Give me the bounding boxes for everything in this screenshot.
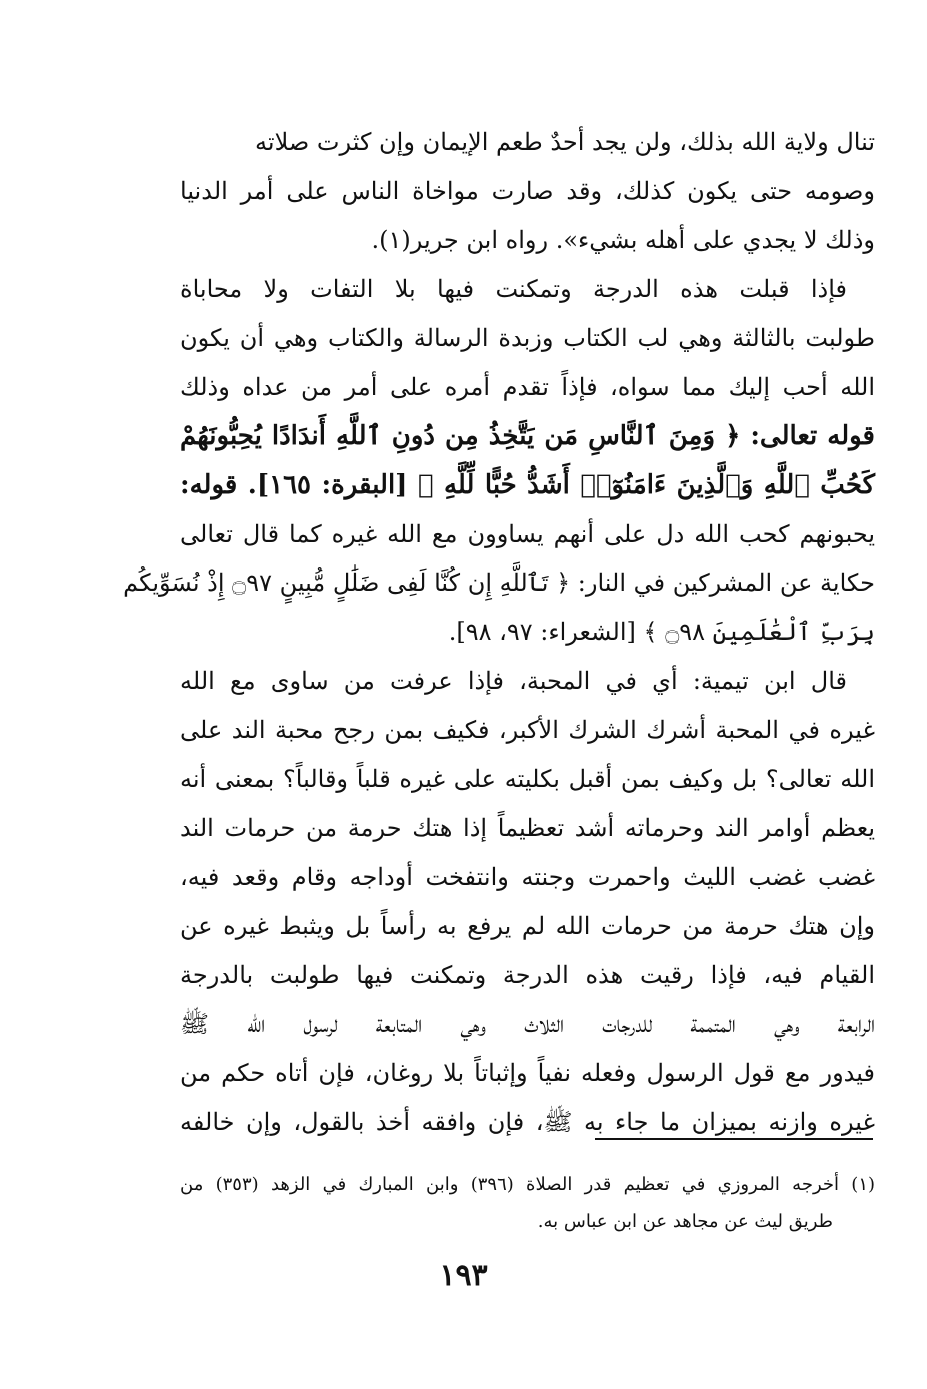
text-line: الله أحب إليك مما سواه، فإذاً تقدم أمره على أمر من عداه وذلك [180,373,875,401]
quran-verse-line: حكاية عن المشركين في النار: ﴿ تَٱللَّهِ إِن كُنَّا لَفِى ضَلَٰلٍ مُّبِينٍ ۝٩٧ إِذْ نُسَوِّيكُم [123,569,875,597]
text-line: طولبت بالثالثة وهي لب الكتاب وزبدة الرسالة والكتاب وهي أن يكون [180,324,875,352]
text-line: الله تعالى؟ بل وكيف بمن أقبل بكليته على غيره قلباً وقالباً؟ بمعنى أنه [180,765,875,793]
footnote-line: (١) أخرجه المروزي في تعظيم قدر الصلاة (٣٩٦) وابن المبارك في الزهد (٣٥٣) من [180,1174,876,1195]
text-line: وصومه حتى يكون كذلك، وقد صارت مواخاة الناس على أمر الدنيا [180,177,875,205]
quran-verse-line: كَحُبِّ ٱللَّهِ وَٱلَّذِينَ ءَامَنُوٓا۟ أَشَدُّ حُبًّا لِّلَّهِ ﴾ [البقرة: ١٦٥]. قوله: [180,470,875,500]
text-line: يعظم أوامر الند وحرماته أشد تعظيماً إذا هتك حرمة من حرمات الند [180,814,876,842]
quran-verse-line: بِرَبِّ ٱلْعَٰلَمِينَ ۝٩٨ ﴾ [الشعراء: ٩٧، ٩٨]. [448,618,875,646]
text-line: غيره وازنه بميزان ما جاء به ﷺ، فإن وافقه أخذ بالقول، وإن خالفه [180,1108,875,1136]
text-line: القيام فيه، فإذا رقيت هذه الدرجة وتمكنت فيها طولبت بالدرجة [180,961,875,989]
text-line: فإذا قبلت هذه الدرجة وتمكنت فيها بلا التفات ولا محاباة [180,275,847,303]
text-line: يحبونهم كحب الله دل على أنهم يساوون مع الله غيره كما قال تعالى [180,520,875,548]
footnote-divider [595,1138,873,1140]
text-line: غضب غضب الليث واحمرت وجنته وانتفخت أوداجه وقام وقعد فيه، [180,863,875,891]
text-line: وإن هتك حرمة من حرمات الله لم يرفع به رأساً بل ويثبط غيره عن [180,912,875,940]
text-line: فيدور مع قول الرسول وفعله نفياً وإثباتاً بلا روغان، فإن أتاه حكم من [180,1059,875,1087]
text-line: الرابعة وهي المتممة للدرجات الثلاث وهي المتابعة لرسول الله ﷺ [180,1010,875,1038]
text-line: وذلك لا يجدي على أهله بشيء». رواه ابن جرير(١). [371,226,875,254]
main-text [123,118,876,1147]
footnotes [180,1166,875,1240]
footnote-line: طريق ليث عن مجاهد عن ابن عباس به. [537,1211,833,1232]
text-line: غيره في المحبة أشرك الشرك الأكبر، فكيف بمن رجح محبة الند على [180,716,875,744]
page-number: ١٩٣ [439,1258,488,1293]
text-line: تنال ولاية الله بذلك، ولن يجد أحدٌ طعم الإيمان وإن كثرت صلاته [255,128,875,156]
quran-verse-line: قوله تعالى: ﴿ وَمِنَ ٱلنَّاسِ مَن يَتَّخِذُ مِن دُونِ ٱللَّهِ أَندَادًا يُحِبُّونَهُمْ [180,421,875,451]
text-line: قال ابن تيمية: أي في المحبة، فإذا عرفت من ساوى مع الله [180,667,847,695]
